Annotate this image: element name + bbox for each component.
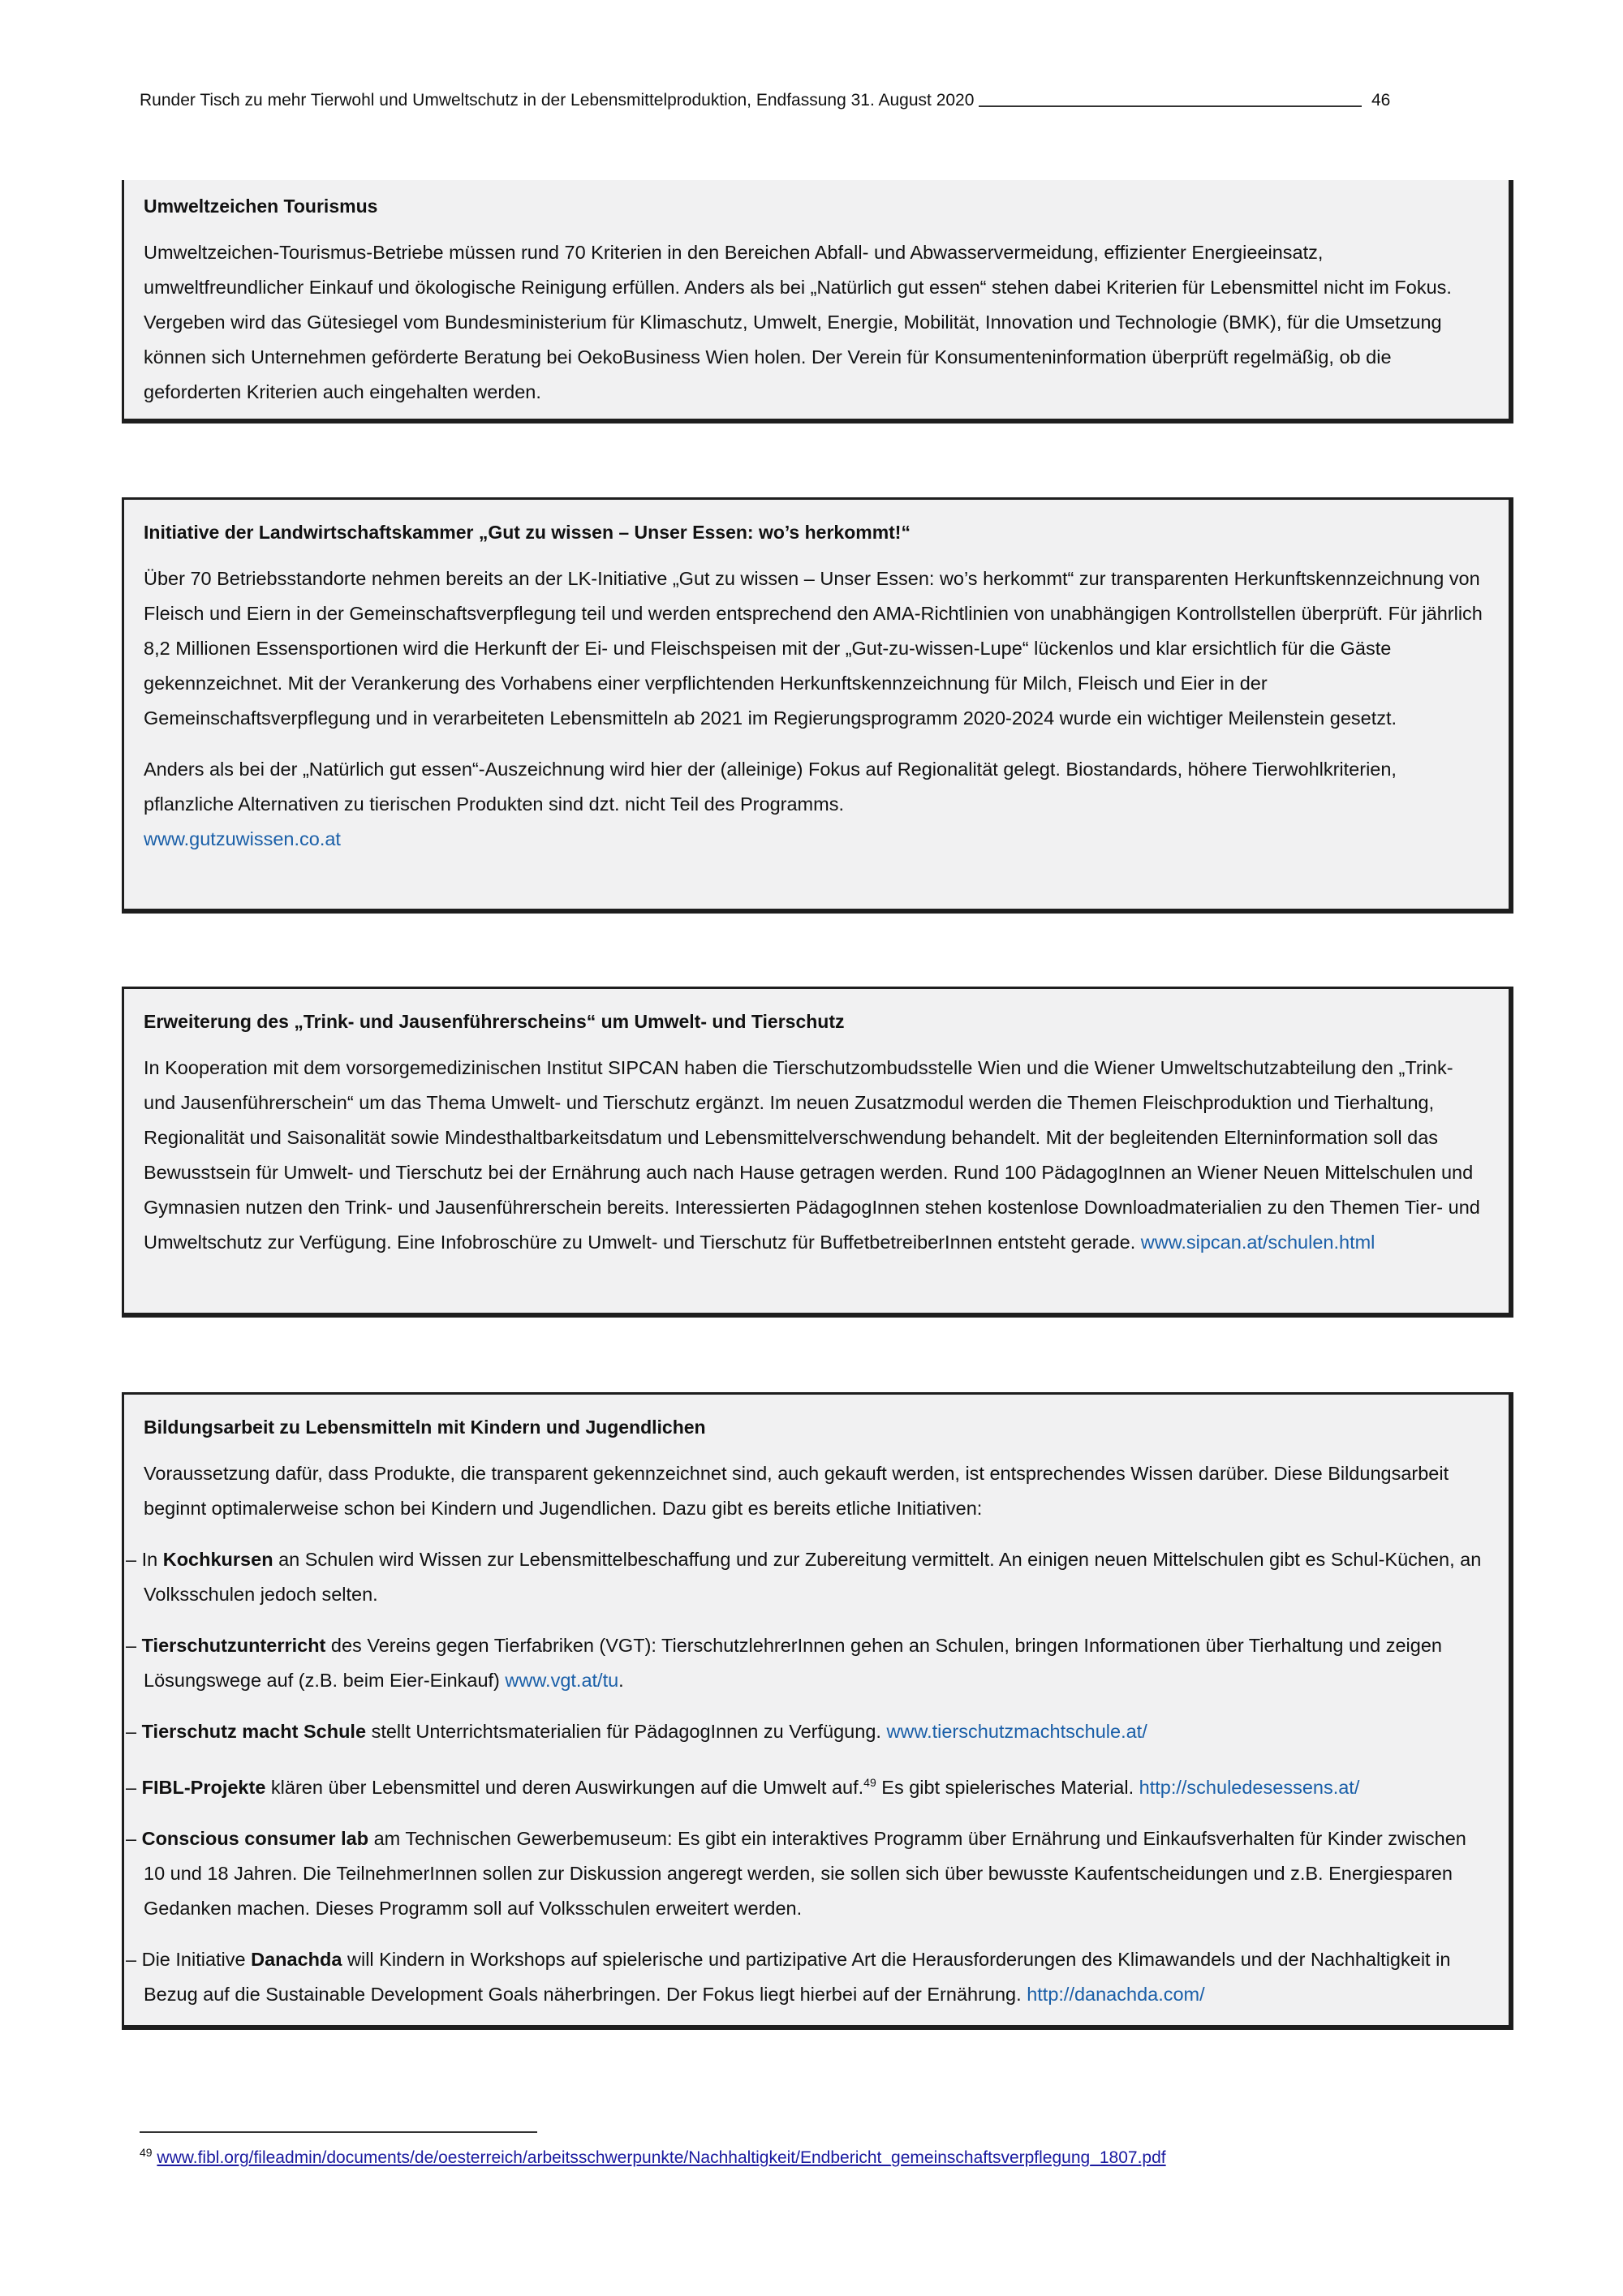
footnote-number: 49 [140,2146,153,2159]
page-number: 46 [1371,91,1391,110]
schuledesessens-link[interactable]: http://schuledesessens.at/ [1139,1776,1360,1798]
box-bildungsarbeit [122,1392,1513,2030]
list-item: – In Kochkursen an Schulen wird Wissen zur Lebensmittelbeschaffung und zur Zubereitung vermittelt. An einigen neuen Mittelschulen gibt es Schul-Küchen, an Volksschulen jedoch selten. [126,1549,1482,1605]
box-title: Erweiterung des „Trink- und Jausenführerscheins“ um Umwelt- und Tierschutz [144,1011,845,1032]
box-text [144,1051,1484,1260]
footnote-link[interactable]: www.fibl.org/fileadmin/documents/de/oesterreich/arbeitsschwerpunkte/Nachhaltigkeit/Endbericht_gemeinschaftsverpflegung_1807.pdf [157,2148,1166,2167]
box-gut-zu-wissen [122,497,1513,914]
box-intro: Voraussetzung dafür, dass Produkte, die transparent gekennzeichnet sind, auch gekauft werden, ist entsprechendes Wissen darüber. Diese Bildungsarbeit beginnt optimalerweise schon bei Kindern und Jugendlichen. Dazu gibt es bereits etliche Initiativen: [144,1463,1449,1519]
box-text: Über 70 Betriebsstandorte nehmen bereits an der LK-Initiative „Gut zu wissen – Unser Essen: wo’s herkommt“ zur transparenten Herkunftskennzeichnung von Fleisch und Eiern in der Gemeinschaftsverpflegung teil und werden entsprechend den AMA-Richtlinien von unabhängigen Kontrollstellen überprüft. Für jährlich 8,2 Millionen Essensportionen wird die Herkunft der Ei- und Fleischspeisen mit der „Gut-zu-wissen-Lupe“ lückenlos und klar ersichtlich für die Gäste gekennzeichnet. Mit der Verankerung des Vorhabens einer verpflichtenden Herkunftskennzeichnung für Milch, Fleisch und Eier in der Gemeinschaftsverpflegung und in verarbeiteten Lebensmitteln ab 2021 im Regierungsprogramm 2020-2024 wurde ein wichtiger Meilenstein gesetzt. [144,568,1483,729]
initiative-list [126,1542,1484,2012]
list-item: – Tierschutz macht Schule stellt Unterrichtsmaterialien für PädagogInnen zu Verfügung. www.tierschutzmachtschule.at/ [126,1721,1147,1742]
document-title: Runder Tisch zu mehr Tierwohl und Umweltschutz in der Lebensmittelproduktion, Endfassung 31. August 2020 [140,91,975,110]
vgt-link[interactable]: www.vgt.at/tu [505,1670,619,1691]
page-header [140,91,1391,110]
box-jausenfuehrerschein [122,987,1513,1318]
list-item: – FIBL-Projekte klären über Lebensmittel und deren Auswirkungen auf die Umwelt auf.$^{49}$ Es gibt spielerisches Material. http://schuledesessens.at/ [126,1776,1360,1798]
list-item: – Tierschutzunterricht des Vereins gegen Tierfabriken (VGT): TierschutzlehrerInnen gehen an Schulen, bringen Informationen über Tierhaltung und zeigen Lösungswege auf (z.B. beim Eier-Einkauf) www.vgt.at/tu. [126,1635,1442,1691]
box-title: Initiative der Landwirtschaftskammer „Gut zu wissen – Unser Essen: wo’s herkommt!“ [144,522,911,543]
list-item: – Die Initiative Danachda will Kindern in Workshops auf spielerische und partizipative Art die Herausforderungen des Klimawandels und der Nachhaltigkeit in Bezug auf die Sustainable Development Goals näherbringen. Der Fokus liegt hierbei auf der Ernährung. http://danachda.com/ [126,1948,1451,2005]
footnote [140,2140,1166,2170]
box-text: Umweltzeichen-Tourismus-Betriebe müssen rund 70 Kriterien in den Bereichen Abfall- und Abwasservermeidung, effizienter Energieeinsatz, umweltfreundlicher Einkauf und ökologische Reinigung erfüllen. Anders als bei „Natürlich gut essen“ stehen dabei Kriterien für Lebensmittel nicht im Fokus. Vergeben wird das Gütesiegel vom Bundesministerium für Klimaschutz, Umwelt, Energie, Mobilität, Innovation und Technologie (BMK), für die Umsetzung können sich Unternehmen geförderte Beratung bei OekoBusiness Wien holen. Der Verein für Konsumenteninformation überprüft regelmäßig, ob die geforderten Kriterien auch eingehalten werden. [144,242,1452,402]
box-title: Umweltzeichen Tourismus [144,196,378,217]
header-rule [979,105,1362,107]
box-text: Anders als bei der „Natürlich gut essen“-Auszeichnung wird hier der (alleinige) Fokus auf Regionalität gelegt. Biostandards, höhere Tierwohlkriterien, pflanzliche Alternativen zu tierischen Produkten sind dzt. nicht Teil des Programms. [144,759,1397,815]
sipcan-link[interactable]: www.sipcan.at/schulen.html [1140,1232,1375,1253]
tierschutzmachtschule-link[interactable]: www.tierschutzmachtschule.at/ [886,1721,1147,1742]
footnote-ref[interactable]: 49 [863,1776,876,1789]
box-link-line [144,822,1484,857]
box-body: In Kooperation mit dem vorsorgemedizinischen Institut SIPCAN haben die Tierschutzombudsstelle Wien und die Wiener Umweltschutzabteilung den „Trink- und Jausenführerschein“ um das Thema Umwelt- und Tierschutz ergänzt. Im neuen Zusatzmodul werden die Themen Fleischproduktion und Tierhaltung, Regionalität und Saisonalität sowie Mindesthaltbarkeitsdatum und Lebensmittelverschwendung behandelt. Mit der begleitenden Elterninformation soll das Bewusstsein für Umwelt- und Tierschutz bei der Ernährung auch nach Hause getragen werden. Rund 100 PädagogInnen an Wiener Neuen Mittelschulen und Gymnasien nutzen den Trink- und Jausenführerschein bereits. Interessierten PädagogInnen stehen kostenlose Downloadmaterialien zu den Themen Tier- und Umweltschutz zur Verfügung. Eine Infobroschüre zu Umwelt- und Tierschutz für BuffetbetreiberInnen entsteht gerade. [144,1057,1480,1253]
gutzuwissen-link[interactable]: www.gutzuwissen.co.at [144,828,341,849]
footnote-rule [140,2131,537,2133]
list-item: – Conscious consumer lab am Technischen Gewerbemuseum: Es gibt ein interaktives Programm über Ernährung und Einkaufsverhalten für Kinder zwischen 10 und 18 Jahren. Die TeilnehmerInnen sollen zur Diskussion angeregt werden, sie sollen sich über bewusste Kaufentscheidungen und z.B. Energiesparen Gedanken machen. Dieses Programm soll auf Volksschulen erweitert werden. [126,1827,1466,1919]
danachda-link[interactable]: http://danachda.com/ [1027,1983,1205,2005]
box-title: Bildungsarbeit zu Lebensmitteln mit Kindern und Jugendlichen [144,1417,706,1438]
box-umweltzeichen-tourismus [122,180,1513,424]
